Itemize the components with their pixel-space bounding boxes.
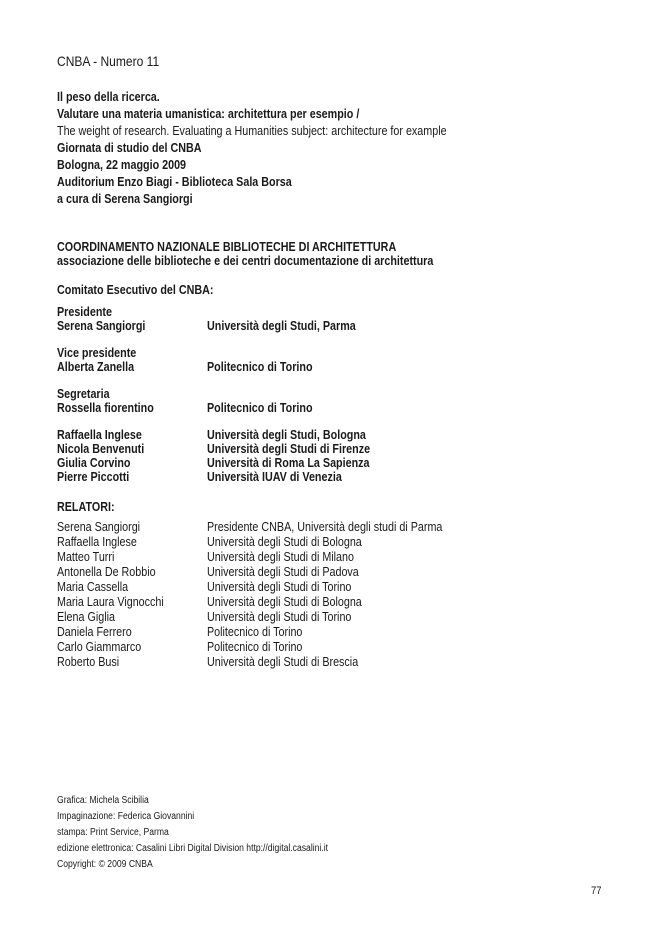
speaker-affiliation: Università degli Studi di Milano	[207, 550, 354, 564]
member-row	[57, 360, 397, 374]
member-row	[57, 319, 397, 333]
colophon	[57, 793, 372, 873]
speaker-row	[57, 610, 481, 625]
member-name: Serena Sangiorgi	[57, 319, 146, 333]
speaker-name: Roberto Busi	[57, 655, 120, 669]
speaker-name: Serena Sangiorgi	[57, 520, 141, 534]
credit-line: edizione elettronica: Casalini Libri Digital Division http://digital.casalini.it	[57, 843, 329, 854]
event-subtitle-en: The weight of research. Evaluating a Humanities subject: architecture for example	[57, 124, 447, 138]
event-editor: a cura di Serena Sangiorgi	[57, 192, 193, 206]
speaker-name: Daniela Ferrero	[57, 625, 132, 639]
speaker-row	[57, 640, 481, 655]
speaker-affiliation: Politecnico di Torino	[207, 640, 303, 654]
speaker-row	[57, 655, 481, 670]
event-type: Giornata di studio del CNBA	[57, 141, 202, 155]
page-number: 77	[591, 885, 602, 897]
comitato-heading: Comitato Esecutivo del CNBA:	[57, 283, 214, 297]
member-name: Nicola Benvenuti	[57, 442, 145, 456]
role-label: Vice presidente	[57, 346, 137, 360]
member-name: Giulia Corvino	[57, 456, 131, 470]
member-group	[57, 346, 397, 374]
speaker-name: Matteo Turri	[57, 550, 115, 564]
member-name: Raffaella Inglese	[57, 428, 142, 442]
member-affiliation: Politecnico di Torino	[207, 401, 313, 415]
speaker-row	[57, 580, 481, 595]
speaker-affiliation: Università degli Studi di Padova	[207, 565, 359, 579]
speaker-row	[57, 595, 481, 610]
cnba-title: COORDINAMENTO NAZIONALE BIBLIOTECHE DI ARCHITETTURA	[57, 240, 397, 254]
credit-line: Copyright: © 2009 CNBA	[57, 859, 153, 870]
member-name: Alberta Zanella	[57, 360, 135, 374]
speaker-affiliation: Politecnico di Torino	[207, 625, 303, 639]
cnba-subtitle: associazione delle biblioteche e dei centri documentazione di architettura	[57, 254, 434, 268]
member-name: Pierre Piccotti	[57, 470, 130, 484]
cnba-block	[57, 240, 495, 268]
speaker-name: Maria Laura Vignocchi	[57, 595, 164, 609]
member-row	[57, 428, 397, 442]
speaker-row	[57, 535, 481, 550]
member-row	[57, 401, 397, 415]
member-group	[57, 305, 397, 333]
role-label: Segretaria	[57, 387, 110, 401]
speaker-name: Raffaella Inglese	[57, 535, 137, 549]
speaker-row	[57, 550, 481, 565]
event-date: Bologna, 22 maggio 2009	[57, 158, 187, 172]
credit-line: Impaginazione: Federica Giovannini	[57, 811, 195, 822]
comitato-members	[57, 305, 397, 497]
speaker-name: Maria Cassella	[57, 580, 129, 594]
speaker-affiliation: Università degli Studi di Brescia	[207, 655, 359, 669]
member-group	[57, 428, 397, 484]
journal-header-text: CNBA - Numero 11	[57, 53, 160, 69]
member-affiliation: Politecnico di Torino	[207, 360, 313, 374]
speaker-row	[57, 565, 481, 580]
relatori-heading: RELATORI:	[57, 500, 115, 514]
member-affiliation: Università degli Studi, Parma	[207, 319, 356, 333]
member-row	[57, 442, 397, 456]
member-group	[57, 387, 397, 415]
event-title: Il peso della ricerca.	[57, 90, 160, 104]
speaker-affiliation: Università degli Studi di Bologna	[207, 535, 362, 549]
relatori-list	[57, 520, 481, 670]
member-row	[57, 456, 397, 470]
role-label: Presidente	[57, 305, 112, 319]
credit-line: stampa: Print Service, Parma	[57, 827, 169, 838]
speaker-affiliation: Università degli Studi di Torino	[207, 580, 352, 594]
speaker-affiliation: Presidente CNBA, Università degli studi di Parma	[207, 520, 443, 534]
member-affiliation: Università degli Studi, Bologna	[207, 428, 366, 442]
member-affiliation: Università degli Studi di Firenze	[207, 442, 371, 456]
credit-line: Grafica: Michela Scibilia	[57, 795, 149, 806]
speaker-affiliation: Università degli Studi di Bologna	[207, 595, 362, 609]
event-subtitle-it: Valutare una materia umanistica: architettura per esempio /	[57, 107, 360, 121]
speaker-affiliation: Università degli Studi di Torino	[207, 610, 352, 624]
member-name: Rossella fiorentino	[57, 401, 154, 415]
speaker-row	[57, 625, 481, 640]
event-venue: Auditorium Enzo Biagi - Biblioteca Sala Borsa	[57, 175, 292, 189]
journal-header	[57, 53, 176, 69]
member-affiliation: Università IUAV di Venezia	[207, 470, 342, 484]
speaker-name: Antonella De Robbio	[57, 565, 156, 579]
event-info	[57, 89, 510, 208]
member-row	[57, 470, 397, 484]
speaker-row	[57, 520, 481, 535]
speaker-name: Elena Giglia	[57, 610, 115, 624]
speaker-name: Carlo Giammarco	[57, 640, 142, 654]
member-affiliation: Università di Roma La Sapienza	[207, 456, 370, 470]
